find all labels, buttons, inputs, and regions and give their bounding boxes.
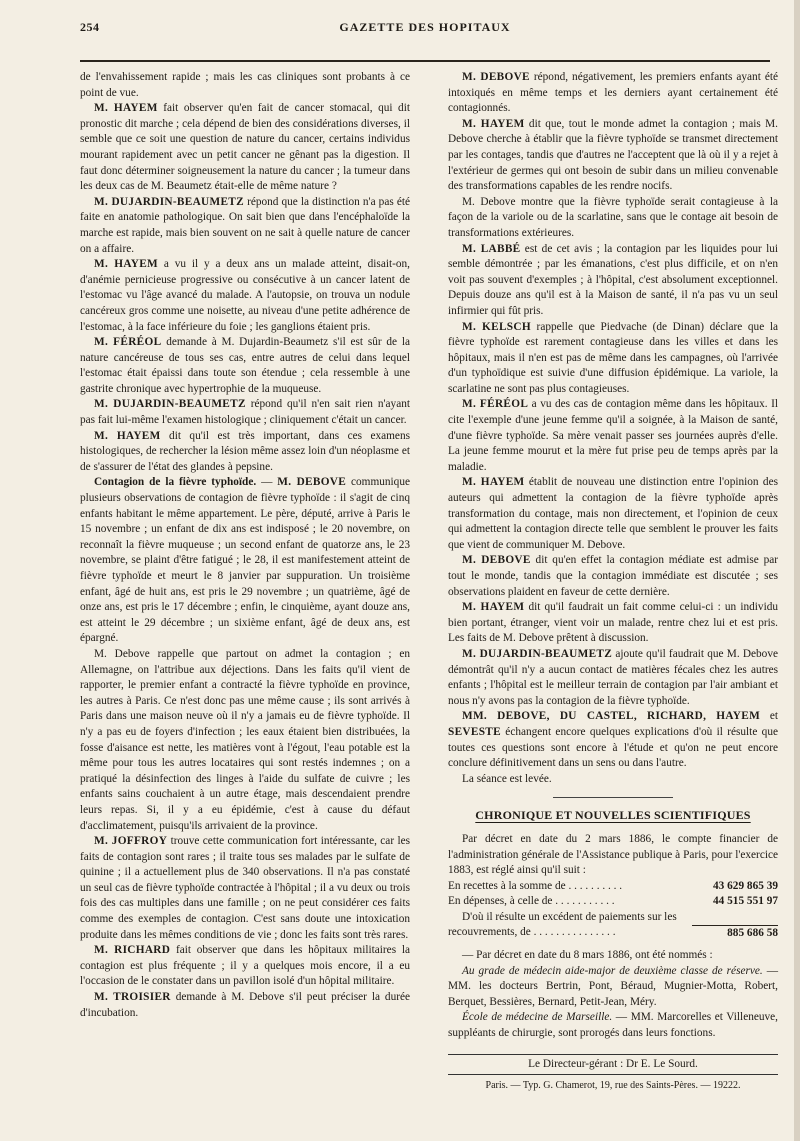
speaker-name: SEVESTE — [448, 725, 501, 738]
speaker-name: M. DUJARDIN-BEAUMETZ — [94, 195, 244, 208]
finance-label: En recettes à la somme de . . . . . . . . . . — [448, 879, 623, 892]
journal-title: GAZETTE DES HOPITAUX — [339, 19, 511, 34]
paragraph — [80, 257, 410, 335]
paragraph — [448, 397, 778, 475]
paragraph — [448, 709, 778, 771]
paragraph — [80, 70, 410, 101]
finance-row-recettes — [448, 879, 778, 895]
speaker-name: M. DEBOVE — [462, 71, 530, 83]
speaker-name: M. DUJARDIN-BEAUMETZ — [462, 647, 613, 660]
speaker-name: M. RICHARD — [94, 944, 171, 957]
chronique-intro: Par décret en date du 2 mars 1886, le compte financier de l'administration générale de l'Assistance publique à Paris, pour l'exercice 1883, est réglé ainsi qu'il suit : — [448, 832, 778, 877]
finance-value: 885 686 58 — [692, 925, 778, 942]
paragraph-text: fait observer qu'en fait de cancer stomacal, qui dit pronostic dit marche ; cela dépend de bien des considérations diverses, il semble que ce soit une question de nature du cancer, certains individus mourant rapidement avec un petit cancer ne gênant pas la digestion. Il faut donc déterminer soigneusement la nature du cancer ; la tumeur dans les deux cas de M. Beaumetz était-elle de même nature ? — [80, 102, 410, 193]
paragraph-text: dit qu'il est très important, dans ces examens histologiques, de rechercher la lésion même assez loin d'un néoplasme et de s'assurer de l'état des glandes à pepsine. — [80, 429, 410, 473]
marseille-heading: École de médecine de Marseille. — [462, 1011, 613, 1024]
paragraph — [80, 990, 410, 1021]
paragraph-text: demande à M. Dujardin-Beaumetz s'il est sûr de la nature cancéreuse de tous ses cas, entre autres de celui dans lequel l'estomac était épaissi dans toute son étendue ; cela ressemble à une gastrite chronique avec hypertrophie de la muqueuse. — [80, 336, 410, 395]
page-edge — [794, 0, 800, 1141]
paragraph — [80, 101, 410, 195]
paragraph — [448, 242, 778, 320]
header-rule — [80, 60, 770, 62]
speaker-name: M. TROISIER — [94, 991, 171, 1004]
paragraph-text: communique plusieurs observations de contagion de fièvre typhoïde : il s'agit de cinq enfants habitant le même appartement. Le père, député, arrive à Paris le 15 novembre ; un enfant de dix ans est indisposé ; le 20 novembre, on reconnaît la fièvre muqueuse ; un second enfant de quatorze ans, le 23 novembre, se plaint d'être fatigué ; le 28, il est manifestement atteint de fièvre typhoïde et meurt le 8 janvier par suppuration. Un troisième enfant, âgé de huit ans, est pris le 29 novembre ; un quatrième, âgé de onze ans, est pris le 17 décembre ; enfin, le cinquième, ayant douze ans, est atteint le 29 décembre ; un sixième enfant, âgé de deux ans, est épargné. — [80, 476, 410, 645]
paragraph — [448, 117, 778, 195]
appointment-names: — MM. les docteurs Bertrin, Pont, Béraud, Mugnier-Motta, Robert, Berquet, Bessières, Bernard, Petit-Jean, Méry. — [448, 964, 778, 1008]
left-column — [80, 70, 410, 1021]
paragraph — [448, 320, 778, 398]
finance-note: D'où il résulte un excédent de paiements sur les — [462, 910, 677, 923]
speaker-name: M. LABBÉ — [462, 242, 521, 255]
paragraph-text: ajoute qu'il faudrait que M. Debove démontrât qu'il n'y a aucun contact de matières fécales chez les autres enfants ; l'hôpital est le meilleur terrain de contagion par l'air ambiant et nous n'y avons pas la contagion de la fièvre typhoïde. — [448, 647, 778, 707]
paragraph — [80, 834, 410, 943]
paragraph — [448, 553, 778, 600]
speaker-name: M. HAYEM — [462, 117, 525, 130]
speaker-name: M. DEBOVE — [277, 476, 347, 489]
paragraph-text: répond que la distinction n'a pas été faite en anatomie pathologique. On sait bien que dans l'encéphaloïde la marche est rapide, mais bien souvent on ne sait à quelle nature de cancer on a affaire. — [80, 195, 410, 255]
finance-value: 43 629 865 39 — [713, 879, 778, 892]
finance-label: recouvrements, de . . . . . . . . . . . . . . . — [448, 926, 616, 939]
paragraph-text: trouve cette communication fort intéressante, car les faits de contagion sont rares ; il traite tous ses malades par le sulfate de quinine ; il a actuellement plus de 340 observations. Il n'a pas constaté un seul cas de fièvre typhoïde contractée à l'hôpital ; il a vu deux ou trois fois des cas multiples dans une famille ; on ne peut considérer ces faits comme des exemples de contagion. C'est sans doute une intoxication produite dans les mêmes conditions de vie ; donc les faits sont très rares. — [80, 835, 410, 941]
marseille-paragraph — [448, 1010, 778, 1041]
speaker-name: M. DEBOVE — [462, 554, 531, 567]
paragraph — [80, 397, 410, 428]
paragraph-text: rappelle que Piedvache (de Dinan) déclare que la fièvre typhoïde est rarement contagieuse dans les villes et dans les hôpitaux, mais il n'en est pas de même dans les campagnes, où l'arrivée d'un typhoïdique est suivie d'une diffusion épidémique. La variole, la scarlatine ne sont pas plus contagieuses. — [448, 320, 778, 395]
speaker-name: M. DUJARDIN-BEAUMETZ — [94, 398, 246, 411]
paragraph-text: dit que, tout le monde admet la contagion ; mais M. Debove cherche à établir que la fièvre typhoïde se transmet directement par les contages, tandis que d'autres ne l'acceptent que là où il y a rejet à l'extérieur de germes qui ont besoin de subir dans un milieu convenable des transformations capables de les rendre nocifs. — [448, 117, 778, 193]
speaker-name: M. HAYEM — [462, 476, 525, 489]
paragraph — [80, 195, 410, 257]
finance-row-depenses — [448, 894, 778, 910]
decree-text: — Par décret en date du 8 mars 1886, ont été nommés : — [462, 949, 713, 962]
finance-value: 44 515 551 97 — [713, 895, 778, 908]
paragraph-text: dit qu'il faudrait un fait comme celui-ci : un individu bien portant, étranger, vient voir un malade, rentre chez lui et est pris. Les faits de M. Debove prêtent à discussion. — [448, 601, 779, 645]
paragraph-text: répond qu'il n'en sait rien n'ayant pas fait lui-même l'examen histologique ; cliniquement c'était un cancer. — [80, 398, 410, 427]
paragraph-text: établit de nouveau une distinction entre l'opinion des auteurs qui admettent la contagion de la fièvre typhoïde après transformation du contage, mais non directement, et l'opinion de ceux qui admettent la contagion directe telle que semblent le prouver les faits que vient de communiquer M. Debove. — [448, 476, 778, 551]
speaker-name: M. FÉRÉOL — [94, 336, 162, 349]
marseille-text: — MM. Marcorelles et Villeneuve, suppléants de chirurgie, sont prorogés dans leurs fonctions. — [448, 1011, 779, 1040]
paragraph — [448, 195, 778, 242]
paragraph-text: répond, négativement, les premiers enfants ayant été intoxiqués en même temps et les derniers ayant certainement été contagionnés. — [448, 71, 778, 115]
speaker-name: M. HAYEM — [94, 429, 161, 442]
paragraph — [448, 647, 778, 709]
paragraph — [80, 475, 410, 647]
section-divider — [553, 797, 673, 798]
appointment-paragraph — [448, 964, 778, 1011]
finance-label: En dépenses, à celle de . . . . . . . . . . . — [448, 895, 615, 908]
paragraph — [80, 429, 410, 476]
paragraph-text: fait observer que dans les hôpitaux militaires la contagion est plus fréquente ; il y a quelques mois encore, il a eu l'occasion de le constater dans un pavillon isolé d'un hôpital militaire. — [80, 944, 410, 988]
right-column — [448, 70, 778, 1094]
paragraph — [80, 335, 410, 397]
paragraph-text: M. Debove rappelle que partout on admet la contagion ; en Allemagne, on l'attribue aux déjections. Dans les faits qu'il vient de rapporter, le premier enfant a contracté la fièvre typhoïde en province, les autres à Paris. Ce n'est donc pas une même cause ; ils sont arrivés à Paris dans une maison neuve où il n'y a jamais eu de fièvre typhoïde. Il n'y a pas eu de foyers d'infection ; les eaux étaient bien distribuées, la fosse d'aisance est nette, les matières vont à l'égout, l'eau potable est la même pour tous les autres locataires qui sont restés indemnes ; on a pratiqué la désinfection des linges à l'aide du sulfate de cuivre ; les enfants sains couchaient à un autre étage, mais descendaient prendre leurs repas. Si, il y a eu épidémie, c'est à cause du défaut d'acclimatement, puisqu'ils arrivaient de la province. — [80, 647, 410, 832]
speaker-name: M. HAYEM — [462, 601, 525, 614]
paragraph-text: M. Debove montre que la fièvre typhoïde serait contagieuse à la façon de la variole ou de la scarlatine, sans que le contage ait besoin de transformations extérieures. — [448, 195, 778, 239]
appointment-heading: Au grade de médecin aide-major de deuxième classe de réserve. — [462, 964, 763, 977]
paragraph-text: La séance est levée. — [462, 772, 552, 785]
speaker-name: M. HAYEM — [94, 102, 158, 115]
director-manager: Le Directeur-gérant : Dr E. Le Sourd. — [448, 1054, 778, 1076]
page-number: 254 — [80, 19, 100, 34]
finance-row-total — [448, 925, 778, 942]
paragraph-text: est de cet avis ; la contagion par les liquides pour lui semble démontrée ; par les émanations, c'est plus difficile, et on n'en voit pas souvent d'exemples ; à l'hôpital, c'est absolument exceptionnel. Depuis douze ans qu'il est à la Maison de santé, il n'a pas vu un seul infirmier qui fût pris. — [448, 242, 778, 317]
paragraph — [448, 475, 778, 553]
paragraph-text: a vu des cas de contagion même dans les hôpitaux. Il cite l'exemple d'une jeune femme qu'il a soignée, à la Maison de santé, d'une fièvre typhoïde. Sa mère venait passer ses journées auprès d'elle. La jeune femme mourut et la mère fut prise peu de temps après par la maladie. — [448, 398, 778, 473]
paragraph — [448, 70, 778, 117]
section-lead: Contagion de la fièvre typhoïde. — [94, 476, 257, 489]
speaker-name: M. FÉRÉOL — [462, 398, 529, 411]
speaker-name: M. JOFFROY — [94, 835, 168, 848]
printer-line: Paris. — Typ. G. Chamerot, 19, rue des Saints-Pères. — 19222. — [485, 1080, 741, 1092]
paragraph-text: — — [256, 476, 278, 489]
paragraph — [80, 647, 410, 834]
page-footer — [448, 1054, 778, 1094]
paragraph — [80, 943, 410, 990]
paragraph-text: demande à M. Debove s'il peut préciser la durée d'incubation. — [80, 991, 411, 1019]
paragraph — [448, 600, 778, 647]
speaker-name: M. HAYEM — [94, 258, 159, 271]
right-column-paragraphs — [448, 70, 778, 787]
paragraph-text: a vu il y a deux ans un malade atteint, disait-on, d'anémie pernicieuse progressive ou consécutive à un cancer latent de l'estomac vu l'âge avancé du malade. A l'autopsie, on trouva un nodule cancéreux gros comme une noisette, au niveau d'une petite adhérence de l'estomac, à la face inférieure du foie ; les ganglions étaient pris. — [80, 258, 410, 333]
chronique-title: CHRONIQUE ET NOUVELLES SCIENTIFIQUES — [475, 808, 751, 823]
speaker-name: MM. DEBOVE, DU CASTEL, RICHARD, HAYEM — [462, 710, 761, 723]
page-header — [80, 14, 770, 40]
paragraph-text: de l'envahissement rapide ; mais les cas cliniques sont probants à ce point de vue. — [80, 71, 410, 99]
paragraph-text: dit qu'en effet la contagion médiate est admise par tout le monde, tandis que la contagion immédiate est discutée ; ses observations plaident en faveur de cette dernière. — [448, 554, 778, 598]
paragraph-text: et — [760, 710, 778, 723]
speaker-name: M. KELSCH — [462, 320, 531, 333]
paragraph-text: échangent encore quelques explications d'où il résulte que toutes ces questions sont encore à l'étude et qu'on ne peut encore conclure définitivement dans un sens ou dans l'autre. — [448, 725, 778, 770]
paragraph — [448, 772, 778, 788]
